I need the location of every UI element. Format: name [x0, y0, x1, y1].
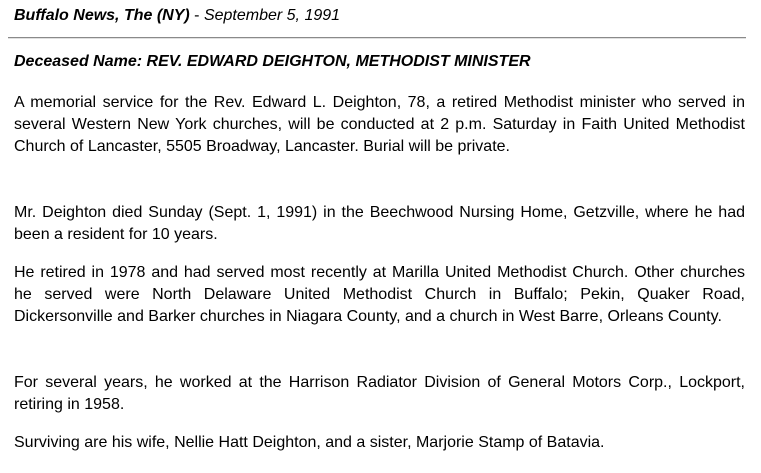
- publication-name: Buffalo News, The (NY): [14, 7, 190, 24]
- header-separator: -: [189, 7, 204, 24]
- obituary-paragraph-death: Mr. Deighton died Sunday (Sept. 1, 1991) in the Beechwood Nursing Home, Getzville, where he had been a resident for 10 years.: [14, 204, 745, 243]
- deceased-name-heading: Deceased Name: REV. EDWARD DEIGHTON, METHODIST MINISTER: [14, 53, 531, 70]
- obituary-paragraph-career: He retired in 1978 and had served most recently at Marilla United Methodist Church. Other churches he served were North Delaware United Methodist Church in Buffalo; Pekin, Quaker Road, Dickersonville and Barker churches in Niagara County, and a church in West Barre, Orleans County.: [14, 264, 745, 325]
- obituary-paragraph-work: For several years, he worked at the Harrison Radiator Division of General Motors Corp., Lockport, retiring in 1958.: [14, 374, 745, 413]
- header-divider: [8, 37, 746, 39]
- publication-date: September 5, 1991: [203, 7, 341, 24]
- article-header: [14, 6, 340, 26]
- obituary-paragraph-memorial: A memorial service for the Rev. Edward L. Deighton, 78, a retired Methodist minister who served in several Western New York churches, will be conducted at 2 p.m. Saturday in Faith United Methodist Church of Lancaster, 5505 Broadway, Lancaster. Burial will be private.: [14, 94, 745, 155]
- obituary-paragraph-survivors: Surviving are his wife, Nellie Hatt Deighton, and a sister, Marjorie Stamp of Batavia.: [14, 434, 605, 451]
